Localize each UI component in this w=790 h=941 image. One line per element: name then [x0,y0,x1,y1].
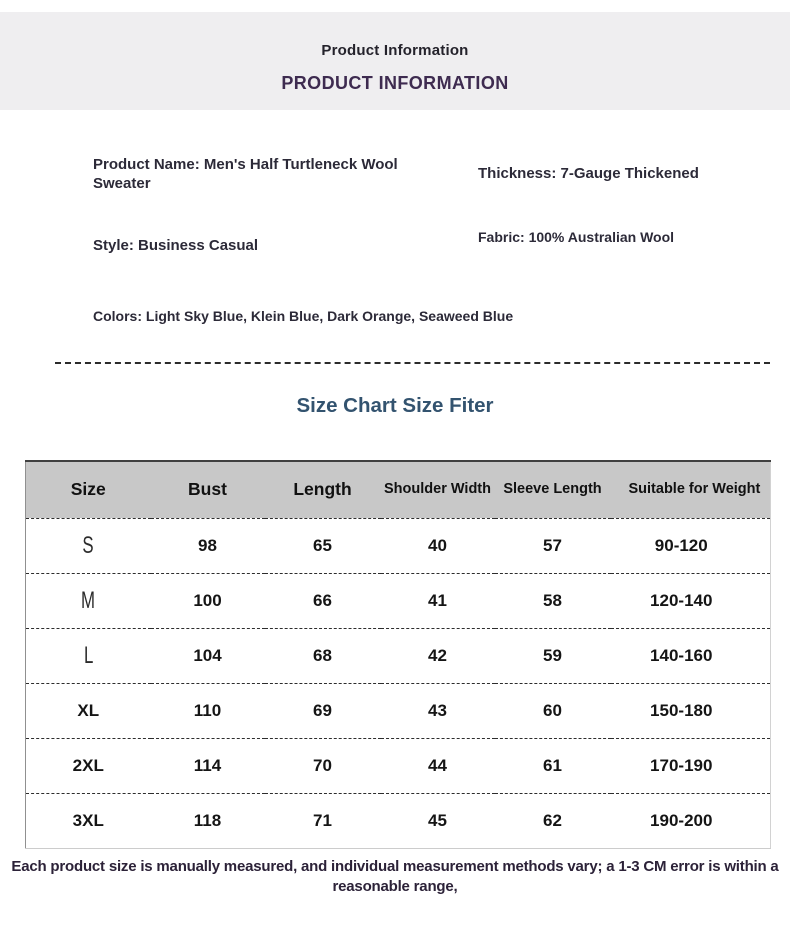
column-header-shoulder-width [381,461,495,518]
sleeve-length-cell [495,683,611,738]
column-header-length [265,461,381,518]
cell-value: 98 [198,535,217,555]
cell-value: 59 [543,645,562,665]
column-header-bust [151,461,265,518]
cell-value: 120-140 [650,590,713,610]
cell-value: 43 [428,700,447,720]
cell-value: 45 [428,810,447,830]
cell-value: 2XL [72,755,104,775]
cell-value: 57 [543,535,562,555]
top-band [0,12,790,110]
column-header-label: Sleeve Length [503,481,602,498]
cell-value: 68 [313,645,332,665]
shoulder-width-cell [381,793,495,848]
shoulder-width-cell [381,683,495,738]
cell-value: 70 [313,755,332,775]
shoulder-width-cell [381,738,495,793]
detail-thickness: Thickness: 7-Gauge Thickened [478,165,699,182]
table-header-row [26,461,771,518]
size-cell [26,573,151,628]
size-cell [26,683,151,738]
cell-value: 110 [193,700,222,720]
cell-value: 61 [543,755,562,775]
cell-value: 3XL [72,810,104,830]
bust-cell [151,628,265,683]
bust-cell [151,573,265,628]
size-cell [26,628,151,683]
cell-value: 58 [543,590,562,610]
table-row [26,628,771,683]
cell-value: 150-180 [650,700,713,720]
length-cell [265,738,381,793]
weight-cell [611,518,771,573]
sleeve-length-cell [495,518,611,573]
size-cell [26,518,151,573]
column-header-size [26,461,151,518]
length-cell [265,683,381,738]
cell-value: S [82,531,94,559]
bust-cell [151,793,265,848]
detail-colors: Colors: Light Sky Blue, Klein Blue, Dark Orange, Seaweed Blue [93,308,514,324]
band-title-small: Product Information [321,42,469,59]
size-cell [26,738,151,793]
weight-cell [611,573,771,628]
cell-value: XL [77,700,100,720]
cell-value: 62 [543,810,562,830]
cell-value: 118 [193,810,222,830]
cell-value: L [83,641,93,669]
cell-value: 170-190 [650,755,713,775]
cell-value: 114 [193,755,222,775]
weight-cell [611,738,771,793]
cell-value: 60 [543,700,562,720]
table-row [26,683,771,738]
cell-value: 44 [428,755,447,775]
length-cell [265,518,381,573]
dashed-divider [55,362,770,364]
column-header-label: Size [70,479,106,500]
size-cell [26,793,151,848]
column-header-label: Shoulder Width [384,481,491,498]
bust-cell [151,683,265,738]
cell-value: 40 [428,535,447,555]
detail-product-name: Product Name: Men's Half Turtleneck Wool Sweater [93,156,398,192]
cell-value: 41 [428,590,447,610]
sleeve-length-cell [495,628,611,683]
length-cell [265,573,381,628]
size-chart-title: Size Chart Size Fiter [296,394,494,417]
cell-value: 66 [313,590,332,610]
column-header-suitable-weight [611,461,771,518]
shoulder-width-cell [381,518,495,573]
cell-value: 100 [193,590,222,610]
sleeve-length-cell [495,738,611,793]
sleeve-length-cell [495,573,611,628]
column-header-label: Length [293,479,352,500]
column-header-sleeve-length [495,461,611,518]
table-row [26,793,771,848]
cell-value: 42 [428,645,447,665]
shoulder-width-cell [381,628,495,683]
sleeve-length-cell [495,793,611,848]
cell-value: 69 [313,700,332,720]
bust-cell [151,738,265,793]
weight-cell [611,628,771,683]
table-row [26,518,771,573]
weight-cell [611,683,771,738]
length-cell [265,628,381,683]
weight-cell [611,793,771,848]
cell-value: 104 [193,645,222,665]
shoulder-width-cell [381,573,495,628]
detail-fabric: Fabric: 100% Australian Wool [478,229,675,245]
product-info-page [0,12,790,897]
cell-value: 90-120 [654,535,708,555]
product-details [0,110,790,362]
table-row [26,573,771,628]
size-chart-table [25,460,771,849]
detail-style: Style: Business Casual [93,237,259,254]
measurement-note: Each product size is manually measured, and individual measurement methods vary; a 1-3 CM error is within a reasonable range, [11,857,779,895]
cell-value: 140-160 [650,645,713,665]
bust-cell [151,518,265,573]
column-header-label: Suitable for Weight [628,481,761,498]
table-row [26,738,771,793]
cell-value: 190-200 [650,810,713,830]
cell-value: 71 [313,810,332,830]
length-cell [265,793,381,848]
cell-value: M [81,586,96,614]
band-title-large: PRODUCT INFORMATION [281,73,509,93]
cell-value: 65 [313,535,332,555]
column-header-label: Bust [188,479,227,500]
